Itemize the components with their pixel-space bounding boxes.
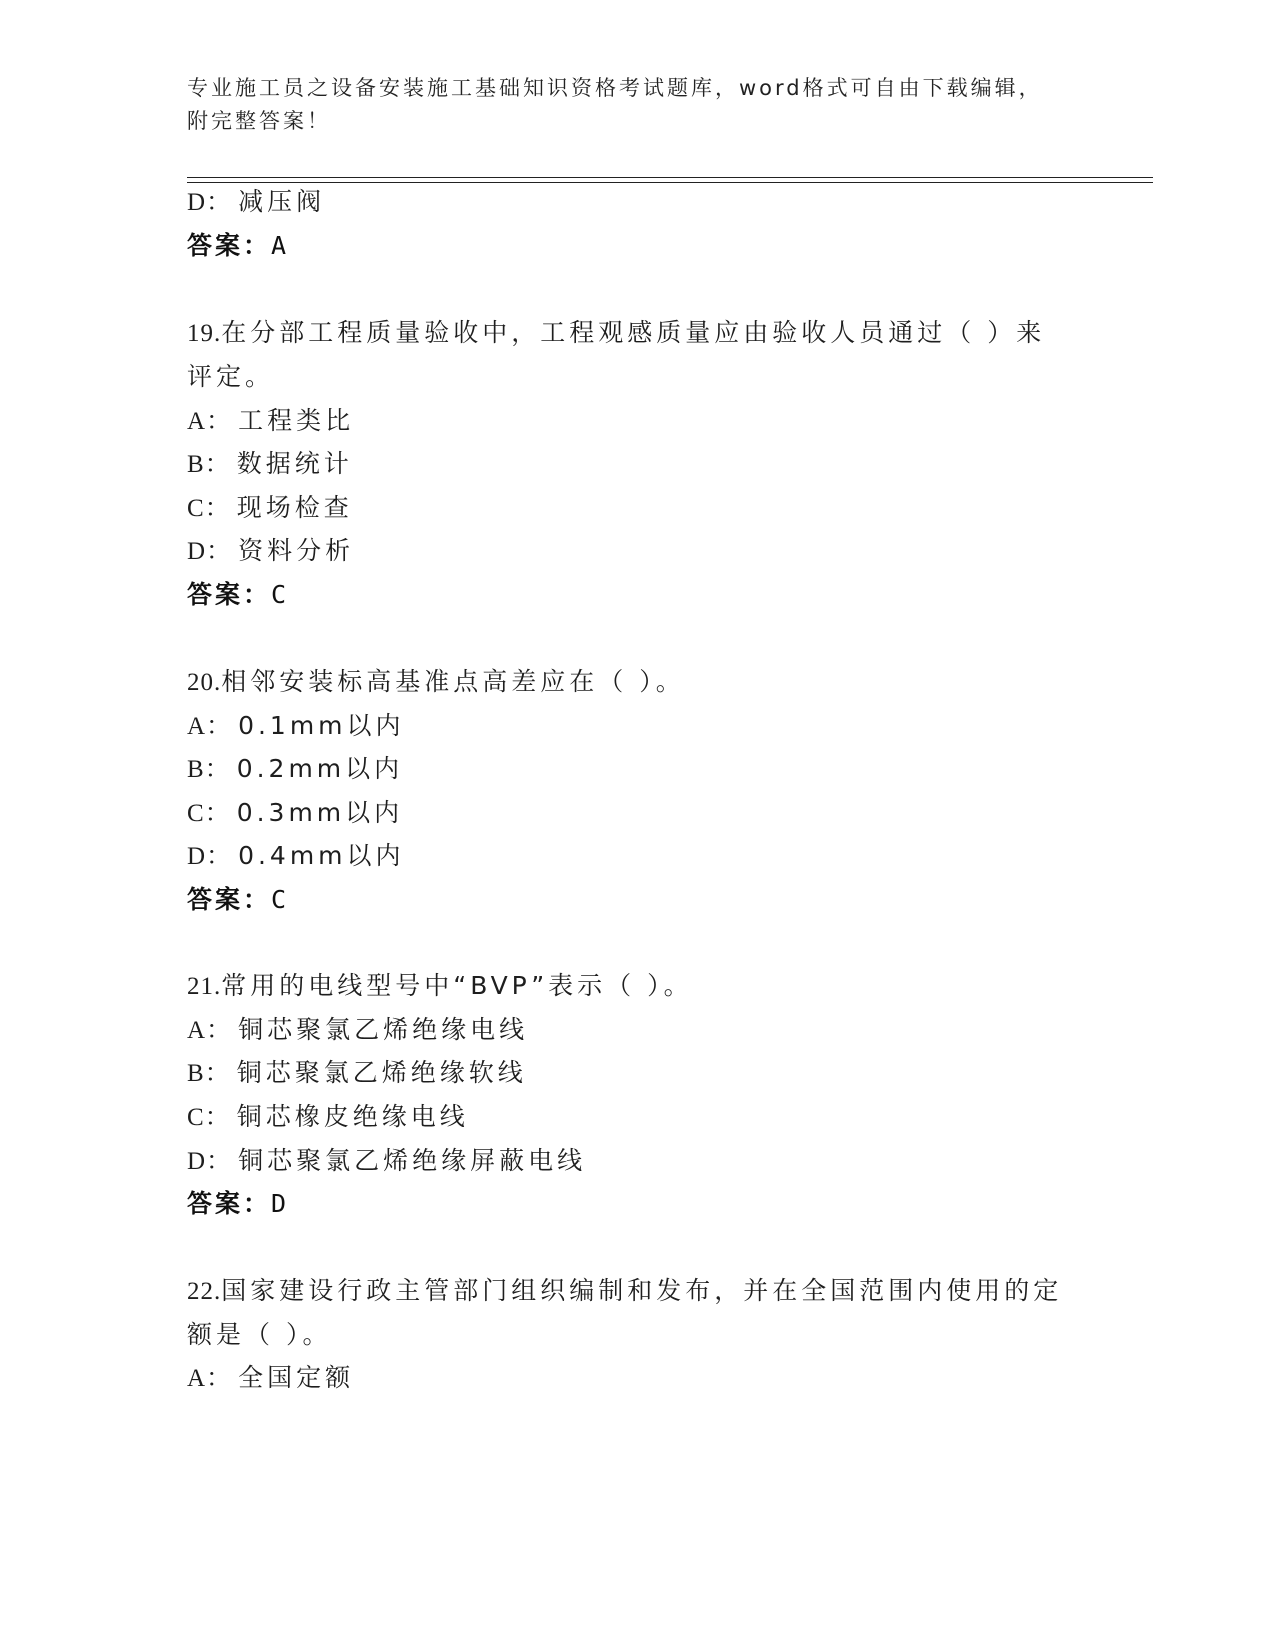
answer-label: 答案： <box>187 1189 272 1218</box>
question-20-answer <box>187 885 286 915</box>
question-21-answer <box>187 1189 286 1219</box>
option-letter: A： <box>187 408 233 435</box>
question-text: 常用的电线型号中“BVP”表示（ ）。 <box>221 971 693 1000</box>
option-text: 0.2mm以内 <box>236 754 404 783</box>
question-22-text-line-2: 额是（ ）。 <box>187 1320 332 1349</box>
question-text: 在分部工程质量验收中，工程观感质量应由验收人员通过（ ）来 <box>221 318 1046 347</box>
option-text: 资料分析 <box>238 536 355 565</box>
question-19-text-line-2: 评定。 <box>187 362 275 391</box>
answer-value: C <box>271 885 287 914</box>
option-text: 铜芯聚氯乙烯绝缘屏蔽电线 <box>238 1146 587 1175</box>
option-letter: B： <box>187 1060 231 1087</box>
header-line-2: 附完整答案！ <box>187 109 331 133</box>
question-22-option-a <box>187 1363 354 1394</box>
question-20-text-line-1 <box>187 667 685 698</box>
option-letter: A： <box>187 1365 233 1392</box>
option-text: 0.4mm以内 <box>238 841 405 870</box>
question-text: 相邻安装标高基准点高差应在（ ）。 <box>221 667 685 696</box>
question-21-option-d <box>187 1146 586 1177</box>
option-letter: C： <box>187 495 231 522</box>
option-letter: A： <box>187 713 233 740</box>
question-19-option-c <box>187 493 353 524</box>
option-letter: B： <box>187 451 231 478</box>
question-21-text-line-1 <box>187 971 693 1002</box>
header-rule-top <box>187 177 1153 178</box>
document-header <box>187 72 1087 138</box>
question-20-option-b <box>187 754 403 785</box>
answer-value: A <box>271 231 287 260</box>
prev-option-d <box>187 187 325 218</box>
question-20-option-d <box>187 841 405 872</box>
option-text: 数据统计 <box>236 449 353 478</box>
option-letter: D： <box>187 538 233 565</box>
question-20-option-a <box>187 711 405 742</box>
option-letter: C： <box>187 1104 231 1131</box>
answer-value: D <box>271 1189 287 1218</box>
option-text: 减压阀 <box>238 187 326 216</box>
question-number: 20. <box>187 669 222 696</box>
question-19-text-line-1 <box>187 318 1045 349</box>
header-rule-bottom <box>187 182 1153 183</box>
option-text: 工程类比 <box>238 406 355 435</box>
question-number: 22. <box>187 1278 222 1305</box>
prev-answer <box>187 231 286 261</box>
question-19-answer <box>187 580 286 610</box>
option-text: 铜芯聚氯乙烯绝缘电线 <box>238 1015 529 1044</box>
question-19-option-b <box>187 449 353 480</box>
option-letter: B： <box>187 756 231 783</box>
option-letter: A： <box>187 1017 233 1044</box>
option-text: 全国定额 <box>238 1363 355 1392</box>
option-text: 铜芯聚氯乙烯绝缘软线 <box>236 1058 527 1087</box>
option-letter: D： <box>187 189 233 216</box>
option-letter: D： <box>187 1148 233 1175</box>
question-19-option-d <box>187 536 354 567</box>
option-letter: D： <box>187 843 233 870</box>
question-19-option-a <box>187 406 354 437</box>
answer-value: C <box>271 580 287 609</box>
question-number: 19. <box>187 320 222 347</box>
question-21-option-c <box>187 1102 469 1133</box>
question-21-option-a <box>187 1015 528 1046</box>
option-text: 现场检查 <box>236 493 353 522</box>
answer-label: 答案： <box>187 885 272 914</box>
option-letter: C： <box>187 800 231 827</box>
question-21-option-b <box>187 1058 527 1089</box>
option-text: 0.1mm以内 <box>238 711 405 740</box>
header-line-1: 专业施工员之设备安装施工基础知识资格考试题库，word格式可自由下载编辑， <box>187 76 1043 100</box>
answer-label: 答案： <box>187 580 272 609</box>
option-text: 0.3mm以内 <box>236 798 404 827</box>
question-number: 21. <box>187 973 222 1000</box>
option-text: 铜芯橡皮绝缘电线 <box>236 1102 469 1131</box>
question-text: 国家建设行政主管部门组织编制和发布，并在全国范围内使用的定 <box>221 1276 1063 1305</box>
answer-label: 答案： <box>187 231 272 260</box>
question-22-text-line-1 <box>187 1276 1062 1307</box>
question-20-option-c <box>187 798 403 829</box>
